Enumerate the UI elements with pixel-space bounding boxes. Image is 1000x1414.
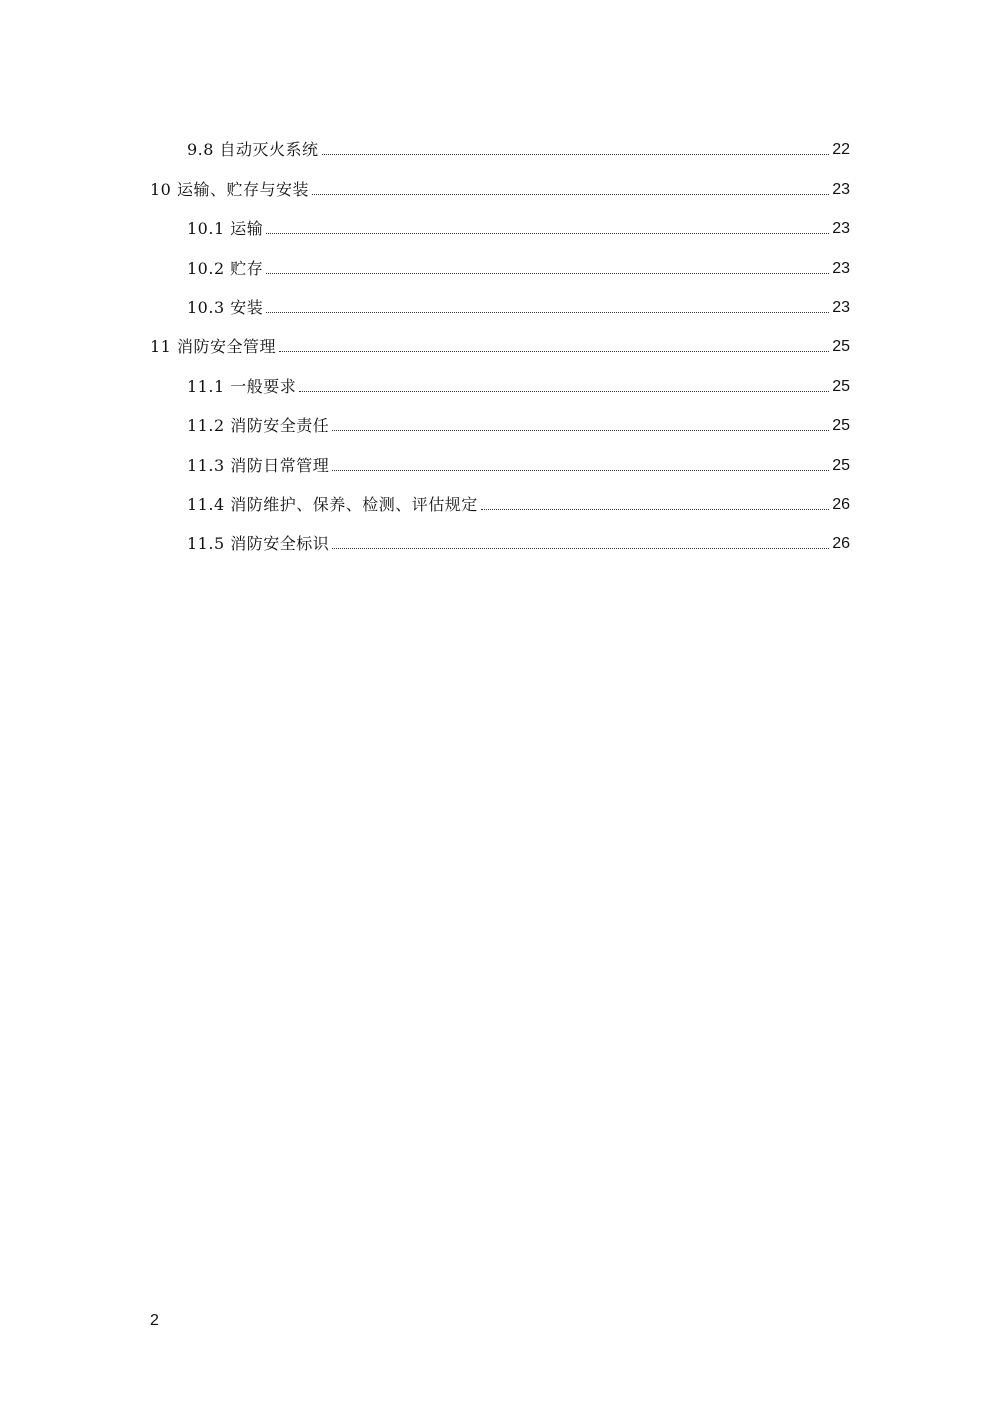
toc-entry-title: 11.4 消防维护、保养、检测、评估规定 [187,494,478,514]
toc-entry-title: 11.3 消防日常管理 [187,455,330,475]
toc-entry[interactable] [150,246,850,285]
toc-dot-leader [266,232,829,234]
toc-entry[interactable] [150,483,850,522]
table-of-contents [150,128,850,561]
toc-entry-page: 25 [832,456,850,474]
toc-entry-page: 22 [832,141,850,159]
toc-dot-leader [332,469,829,471]
toc-entry-title: 10.3 安装 [187,297,264,317]
toc-entry-page: 25 [832,338,850,356]
toc-dot-leader [322,153,830,155]
toc-entry[interactable] [150,167,850,206]
toc-entry-page: 26 [832,535,850,553]
toc-entry-page: 26 [832,495,850,513]
toc-entry[interactable] [150,286,850,325]
toc-entry-title: 11 消防安全管理 [150,337,276,357]
toc-dot-leader [279,350,829,352]
toc-entry-title: 10 运输、贮存与安装 [150,179,309,199]
toc-entry[interactable] [150,443,850,482]
toc-dot-leader [299,390,829,392]
toc-entry-title: 10.2 贮存 [187,258,264,278]
toc-dot-leader [332,547,829,549]
toc-dot-leader [312,193,829,195]
toc-entry-page: 23 [832,259,850,277]
toc-entry-page: 23 [832,180,850,198]
toc-entry-page: 23 [832,220,850,238]
toc-dot-leader [266,272,829,274]
toc-entry[interactable] [150,364,850,403]
toc-dot-leader [481,508,829,510]
toc-dot-leader [266,311,829,313]
toc-entry-title: 10.1 运输 [187,219,264,239]
page-number: 2 [150,1312,159,1329]
toc-entry[interactable] [150,128,850,167]
toc-entry[interactable] [150,404,850,443]
toc-entry-title: 11.2 消防安全责任 [187,416,330,436]
toc-entry-page: 25 [832,377,850,395]
toc-entry-page: 25 [832,417,850,435]
toc-dot-leader [332,429,829,431]
toc-entry-title: 11.1 一般要求 [187,376,297,396]
toc-entry[interactable] [150,522,850,561]
toc-entry-title: 11.5 消防安全标识 [187,534,330,554]
toc-entry-title: 9.8 自动灭火系统 [187,140,319,160]
toc-entry[interactable] [150,207,850,246]
toc-entry[interactable] [150,325,850,364]
toc-entry-page: 23 [832,298,850,316]
